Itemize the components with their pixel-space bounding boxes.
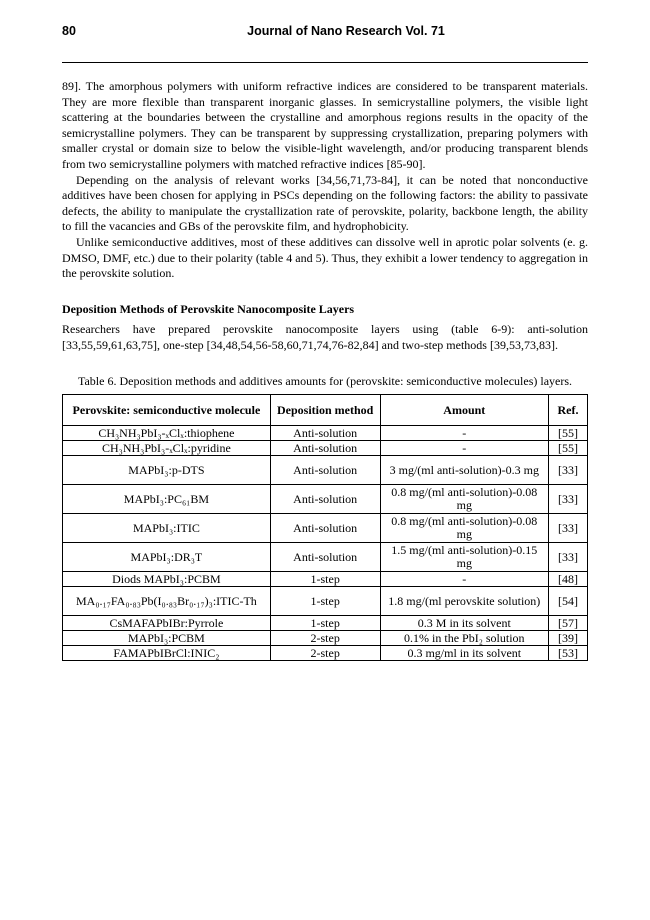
cell-ref: [33] <box>549 514 588 543</box>
table-row <box>63 631 588 646</box>
cell-amount: - <box>380 441 548 456</box>
header-ref: Ref. <box>549 395 588 426</box>
page-header <box>62 24 588 44</box>
cell-amount: 3 mg/(ml anti-solution)-0.3 mg <box>380 456 548 485</box>
cell-ref: [33] <box>549 543 588 572</box>
cell-method: Anti-solution <box>270 441 380 456</box>
table-row <box>63 514 588 543</box>
cell-amount: 0.8 mg/(ml anti-solution)-0.08 mg <box>380 485 548 514</box>
cell-molecule: MAPbI₃:PC₆₁BM <box>63 485 271 514</box>
header-molecule: Perovskite: semiconductive molecule <box>63 395 271 426</box>
cell-ref: [33] <box>549 456 588 485</box>
table-row <box>63 485 588 514</box>
cell-method: Anti-solution <box>270 514 380 543</box>
cell-amount: - <box>380 572 548 587</box>
table-row <box>63 572 588 587</box>
cell-method: Anti-solution <box>270 426 380 441</box>
deposition-table <box>62 394 588 661</box>
page-body <box>62 79 588 661</box>
table-row <box>63 616 588 631</box>
cell-amount: 1.8 mg/(ml perovskite solution) <box>380 587 548 616</box>
cell-amount: 0.8 mg/(ml anti-solution)-0.08 mg <box>380 514 548 543</box>
table-row <box>63 543 588 572</box>
cell-method: 1-step <box>270 587 380 616</box>
header-method: Deposition method <box>270 395 380 426</box>
body-paragraph: Unlike semiconductive additives, most of these additives can dissolve well in aprotic polar solvents (e. g. DMSO, DMF, etc.) due to their polarity (table 4 and 5). Thus, they exhibit a lower tendency to aggregation in the perovskite solution. <box>62 234 588 281</box>
cell-ref: [55] <box>549 441 588 456</box>
cell-method: 1-step <box>270 616 380 631</box>
cell-ref: [57] <box>549 616 588 631</box>
cell-molecule: MAPbI₃:p-DTS <box>63 456 271 485</box>
table-row <box>63 426 588 441</box>
cell-molecule: CH₃NH₃PbI₃-ₓClₓ:pyridine <box>63 441 271 456</box>
cell-ref: [55] <box>549 426 588 441</box>
cell-method: 2-step <box>270 631 380 646</box>
cell-molecule: MA₀.₁₇FA₀.₈₃Pb(I₀.₈₃Br₀.₁₇)₃:ITIC-Th <box>63 587 271 616</box>
cell-molecule: Diods MAPbI₃:PCBM <box>63 572 271 587</box>
cell-molecule: MAPbI₃:DR₃T <box>63 543 271 572</box>
table-row <box>63 646 588 661</box>
cell-molecule: MAPbI₃:ITIC <box>63 514 271 543</box>
section-paragraph: Researchers have prepared perovskite nanocomposite layers using (table 6-9): anti-solution [33,55,59,61,63,75], one-step [34,48,54,56-58,60,71,74,76-82,84] and two-step methods [39,53,73,83]. <box>62 322 588 352</box>
cell-amount: 0.1% in the PbI₂ solution <box>380 631 548 646</box>
table-row <box>63 441 588 456</box>
cell-ref: [39] <box>549 631 588 646</box>
table-caption: Table 6. Deposition methods and additives amounts for (perovskite: semiconductive molecules) layers. <box>77 373 573 388</box>
cell-molecule: CH₃NH₃PbI₃-ₓClₓ:thiophene <box>63 426 271 441</box>
header-rule <box>62 62 588 63</box>
page-number: 80 <box>62 24 76 38</box>
cell-amount: 1.5 mg/(ml anti-solution)-0.15 mg <box>380 543 548 572</box>
header-amount: Amount <box>380 395 548 426</box>
body-paragraph: 89]. The amorphous polymers with uniform refractive indices are considered to be transparent materials. They are more flexible than transparent inorganic glasses. In semicrystalline polymers, the visible light scattering at the boundaries between the crystalline and amorphous regions results in the opacity of the semicrystalline polymers. They can be transparent by suppressing crystallization, preparing polymers with smaller crystal or domain size to below the visible-light wavelength, and/or producing transparent blends from two semicrystalline polymers with matched refractive indices [85-90]. <box>62 79 588 171</box>
cell-ref: [54] <box>549 587 588 616</box>
cell-method: 2-step <box>270 646 380 661</box>
body-paragraph: Depending on the analysis of relevant works [34,56,71,73-84], it can be noted that nonconductive additives have been chosen for applying in PSCs depending on the following factors: the ability to passivate defects, the ability to manipulate the crystallization rate of perovskite, polarity, backbone length, the ability to fill the vacancies and GBs of the perovskite film, and hydrophobicity. <box>62 172 588 234</box>
cell-molecule: MAPbI₃:PCBM <box>63 631 271 646</box>
cell-amount: 0.3 mg/ml in its solvent <box>380 646 548 661</box>
cell-amount: 0.3 M in its solvent <box>380 616 548 631</box>
cell-ref: [53] <box>549 646 588 661</box>
cell-method: Anti-solution <box>270 456 380 485</box>
table-row <box>63 587 588 616</box>
cell-method: Anti-solution <box>270 543 380 572</box>
cell-molecule: CsMAFAPbIBr:Pyrrole <box>63 616 271 631</box>
cell-ref: [33] <box>549 485 588 514</box>
cell-method: 1-step <box>270 572 380 587</box>
section-heading: Deposition Methods of Perovskite Nanocomposite Layers <box>62 301 355 316</box>
cell-method: Anti-solution <box>270 485 380 514</box>
cell-ref: [48] <box>549 572 588 587</box>
cell-molecule: FAMAPbIBrCl:INIC₂ <box>63 646 271 661</box>
cell-amount: - <box>380 426 548 441</box>
table-header-row <box>63 395 588 426</box>
table-row <box>63 456 588 485</box>
journal-title: Journal of Nano Research Vol. 71 <box>247 24 445 38</box>
